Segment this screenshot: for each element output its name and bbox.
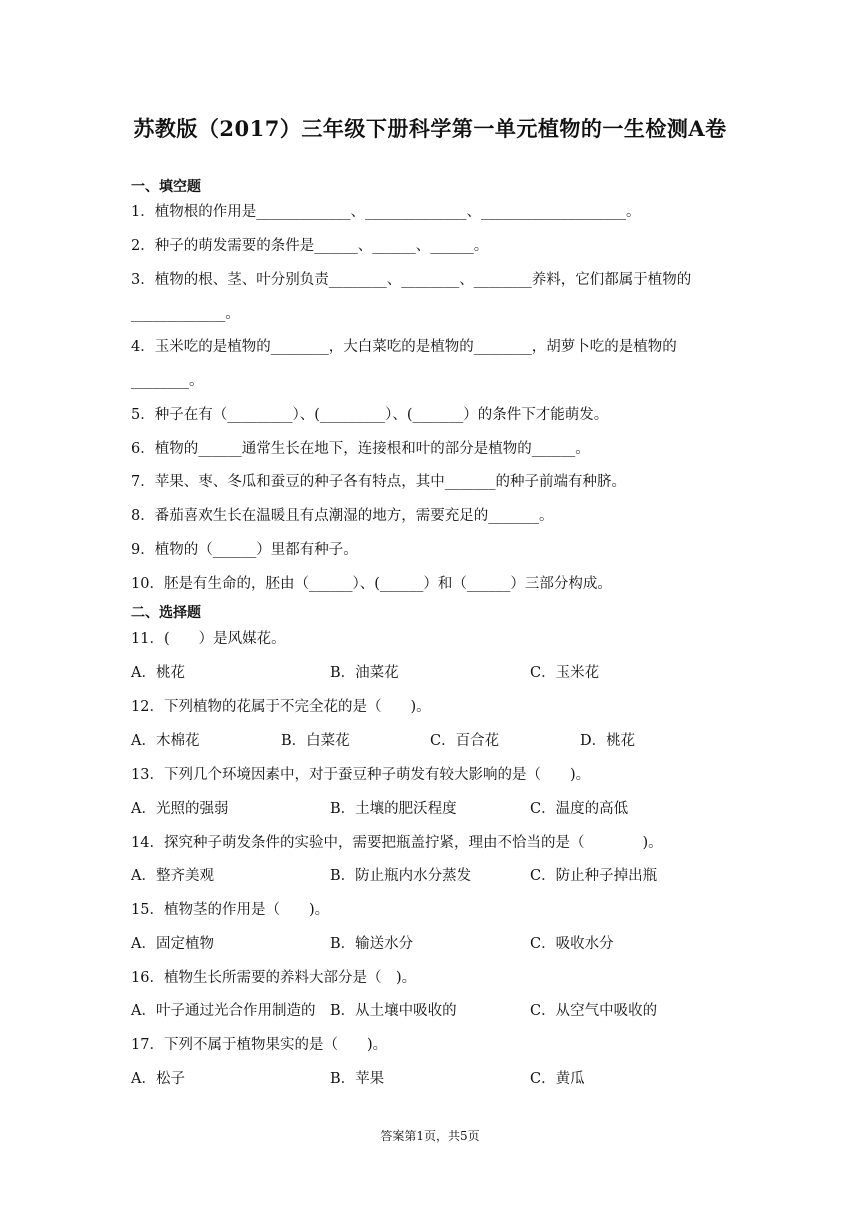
question-4: 4．玉米吃的是植物的________，大白菜吃的是植物的________，胡萝卜吃的是植物的	[131, 339, 677, 355]
question-11-option-a: A．桃花	[131, 665, 185, 681]
page-footer: 答案第1页，共5页	[380, 1129, 480, 1143]
question-10: 10．胚是有生命的，胚由（______）、(______）和（______）三部分构成。	[131, 576, 612, 592]
question-14-option-c: C．防止种子掉出瓶	[530, 868, 658, 884]
question-15-option-a: A．固定植物	[131, 936, 214, 952]
question-12-option-c: C．百合花	[430, 733, 500, 749]
question-4-continued: ________。	[131, 373, 204, 389]
question-14-option-a: A．整齐美观	[131, 868, 214, 884]
question-17-option-a: A．松子	[131, 1071, 185, 1087]
document-title: 苏教版（2017）三年级下册科学第一单元植物的一生检测A卷	[133, 116, 727, 141]
question-12-option-d: D．桃花	[580, 733, 636, 749]
question-5: 5．种子在有（_________）、(_________）、(_______）的条件下才能萌发。	[131, 407, 609, 423]
question-3-continued: _____________。	[131, 306, 240, 322]
section-heading-fill-blank: 一、填空题	[131, 179, 201, 195]
question-13-option-c: C．温度的高低	[530, 801, 629, 817]
question-15-option-c: C．吸收水分	[530, 936, 614, 952]
question-13-option-a: A．光照的强弱	[131, 801, 229, 817]
question-11-option-c: C．玉米花	[530, 665, 600, 681]
question-16-option-c: C．从空气中吸收的	[530, 1003, 658, 1019]
question-14-option-b: B．防止瓶内水分蒸发	[330, 868, 472, 884]
question-17: 17．下列不属于植物果实的是（ )。	[131, 1037, 388, 1053]
question-12-option-a: A．木棉花	[131, 733, 200, 749]
question-17-option-c: C．黄瓜	[530, 1071, 585, 1087]
question-8: 8．番茄喜欢生长在温暖且有点潮湿的地方，需要充足的_______。	[131, 508, 554, 524]
question-17-option-b: B．苹果	[330, 1071, 385, 1087]
question-6: 6．植物的______通常生长在地下，连接根和叶的部分是植物的______。	[131, 441, 590, 457]
question-15: 15．植物茎的作用是（ )。	[131, 902, 330, 918]
question-12-option-b: B．白菜花	[281, 733, 350, 749]
question-11: 11．( ）是风媒花。	[131, 631, 286, 647]
question-13-option-b: B．土壤的肥沃程度	[330, 801, 457, 817]
question-12: 12．下列植物的花属于不完全花的是（ )。	[131, 699, 431, 715]
question-3: 3．植物的根、茎、叶分别负责________、________、________养料，它们都属于植物的	[131, 272, 692, 288]
question-7: 7．苹果、枣、冬瓜和蚕豆的种子各有特点，其中_______的种子前端有种脐。	[131, 474, 626, 490]
question-16: 16．植物生长所需要的养料大部分是（ )。	[131, 970, 417, 986]
question-1: 1．植物根的作用是_____________、______________、____________________。	[131, 204, 641, 220]
question-14: 14．探究种子萌发条件的实验中，需要把瓶盖拧紧，理由不恰当的是（ )。	[131, 835, 663, 851]
section-heading-choice: 二、选择题	[131, 605, 201, 621]
question-11-option-b: B．油菜花	[330, 665, 399, 681]
question-9: 9．植物的（______）里都有种子。	[131, 542, 358, 558]
question-2: 2．种子的萌发需要的条件是______、______、______。	[131, 238, 489, 254]
question-13: 13．下列几个环境因素中，对于蚕豆种子萌发有较大影响的是（ )。	[131, 767, 591, 783]
question-15-option-b: B．输送水分	[330, 936, 414, 952]
question-16-option-b: B．从土壤中吸收的	[330, 1003, 457, 1019]
question-16-option-a: A．叶子通过光合作用制造的	[131, 1003, 316, 1019]
